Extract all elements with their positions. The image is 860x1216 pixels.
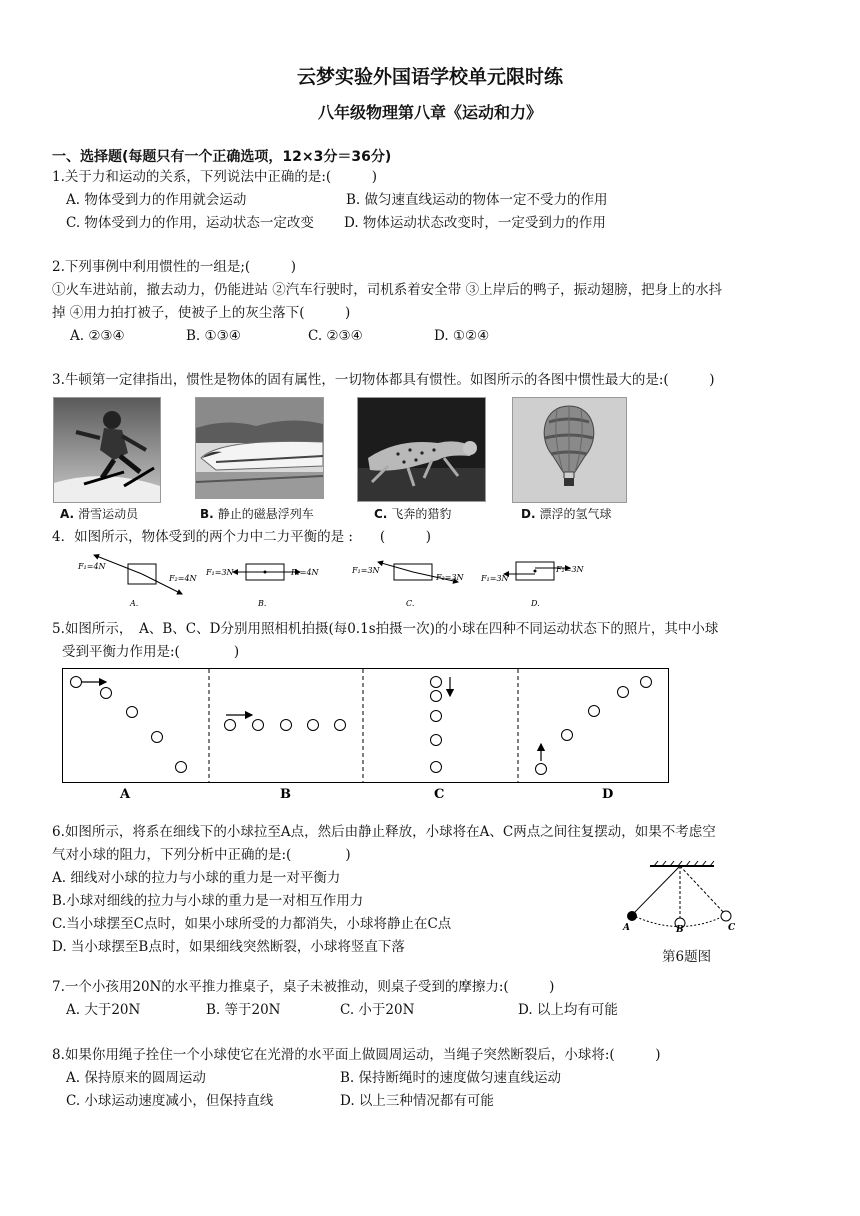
q2-option-c: C. ②③④	[308, 328, 363, 344]
q2-stem: 2.下列事例中利用惯性的一组是;( )	[52, 259, 296, 275]
q8-stem: 8.如果你用绳子拴住一个小球使它在光滑的水平面上做圆周运动，当绳子突然断裂后，小球将:( )	[52, 1047, 661, 1063]
q4-stem: 4．如图所示，物体受到的两个力中二力平衡的是 : ( )	[52, 529, 431, 545]
q5-motion-photos	[62, 668, 670, 804]
q5-label-a: A	[120, 787, 131, 802]
q3-caption-d: D. 漂浮的氢气球	[521, 507, 612, 521]
q2-option-b: B. ①③④	[186, 328, 241, 344]
q3-caption-b: B. 静止的磁悬浮列车	[200, 507, 314, 521]
q7-option-a: A. 大于20N	[66, 1002, 141, 1018]
q1-option-d: D. 物体运动状态改变时，一定受到力的作用	[344, 215, 606, 231]
q1-option-c: C. 物体受到力的作用，运动状态一定改变	[66, 215, 314, 231]
q6-line1: 6.如图所示，将系在细线下的小球拉至A点，然后由静止释放，小球将在A、C两点之间往复摆动，如果不考虑空	[52, 824, 716, 840]
q4-b-f2: F₂=4N	[291, 568, 319, 577]
q7-stem: 7.一个小孩用20N的水平推力推桌子，桌子未被推动，则桌子受到的摩擦力:( )	[52, 979, 555, 995]
q7-option-b: B. 等于20N	[206, 1002, 281, 1018]
q4-b-label: B.	[258, 599, 267, 608]
q4-d-f2: F₂=3N	[556, 565, 584, 574]
q5-label-b: B	[280, 787, 291, 802]
hot-air-balloon-photo	[512, 397, 627, 503]
q6-option-d: D. 当小球摆至B点时，如果细线突然断裂，小球将竖直下落	[52, 939, 405, 955]
q2-line2: 掉 ④用力拍打被子，使被子上的灰尘落下( )	[52, 305, 351, 321]
q8-option-d: D. 以上三种情况都有可能	[340, 1093, 494, 1109]
q4-diagram-b	[205, 564, 320, 608]
page-title: 云梦实验外国语学校单元限时练	[296, 66, 563, 88]
q6-line2: 气对小球的阻力，下列分析中正确的是:( )	[52, 847, 351, 863]
q6-option-c: C.当小球摆至C点时，如果小球所受的力都消失，小球将静止在C点	[52, 916, 452, 932]
q3-caption-a: A. 滑雪运动员	[60, 507, 139, 521]
q1-option-a: A. 物体受到力的作用就会运动	[66, 192, 247, 208]
q8-option-b: B. 保持断绳时的速度做匀速直线运动	[340, 1070, 562, 1086]
q2-line1: ①火车进站前，撤去动力，仍能进站 ②汽车行驶时，司机系着安全带 ③上岸后的鸭子，振动翅膀，把身上的水抖	[52, 282, 723, 298]
pendulum-label-c: C	[728, 923, 736, 932]
maglev-train-photo	[195, 397, 324, 499]
q4-a-label: A.	[130, 599, 139, 608]
pendulum-label-b: B	[676, 925, 684, 932]
q4-diagram-d	[480, 562, 585, 608]
q2-option-d: D. ①②④	[434, 328, 490, 344]
q7-option-c: C. 小于20N	[340, 1002, 415, 1018]
q5-label-d: D	[602, 787, 614, 802]
q5-label-c: C	[434, 787, 445, 802]
q5-line1: 5.如图所示， A、B、C、D分别用照相机拍摄(每0.1s拍摄一次)的小球在四种不同运动状态下的照片，其中小球	[52, 621, 719, 637]
q2-option-a: A. ②③④	[70, 328, 125, 344]
q7-option-d: D. 以上均有可能	[518, 1002, 618, 1018]
q4-diagram-c	[351, 562, 465, 608]
q4-d-label: D.	[531, 599, 540, 608]
page-subtitle: 八年级物理第八章《运动和力》	[317, 103, 542, 122]
q4-a-f2: F₂=4N	[169, 574, 197, 583]
q4-b-f1: F₁=3N	[206, 568, 234, 577]
q8-option-c: C. 小球运动速度减小，但保持直线	[66, 1093, 274, 1109]
q5-line2: 受到平衡力作用是:( )	[62, 644, 240, 660]
q1-option-b: B. 做匀速直线运动的物体一定不受力的作用	[346, 192, 608, 208]
q4-c-f1: F₁=3N	[352, 566, 380, 575]
q3-caption-c: C. 飞奔的猎豹	[374, 507, 452, 521]
skier-photo	[53, 397, 161, 503]
q8-option-a: A. 保持原来的圆周运动	[66, 1070, 206, 1086]
pendulum-diagram	[618, 860, 744, 932]
section-heading: 一、选择题(每题只有一个正确选项，12×3分＝36分)	[52, 149, 392, 165]
q6-option-a: A. 细线对小球的拉力与小球的重力是一对平衡力	[52, 870, 341, 886]
q6-figure-caption: 第6题图	[662, 949, 712, 965]
q1-stem: 1.关于力和运动的关系，下列说法中正确的是:( )	[52, 169, 377, 185]
q4-a-f1: F₁=4N	[78, 562, 106, 571]
q4-d-f1: F₁=3N	[481, 574, 509, 583]
q4-c-label: C.	[406, 599, 415, 608]
q4-force-diagrams	[78, 550, 608, 612]
pendulum-label-a: A	[623, 923, 630, 932]
q6-option-b: B.小球对细线的拉力与小球的重力是一对相互作用力	[52, 893, 364, 909]
q4-diagram-a	[78, 555, 198, 608]
q4-c-f2: F₂=3N	[436, 573, 464, 582]
q3-stem: 3.牛顿第一定律指出，惯性是物体的固有属性，一切物体都具有惯性。如图所示的各图中惯性最大的是:( )	[52, 372, 715, 388]
cheetah-photo	[357, 397, 486, 502]
